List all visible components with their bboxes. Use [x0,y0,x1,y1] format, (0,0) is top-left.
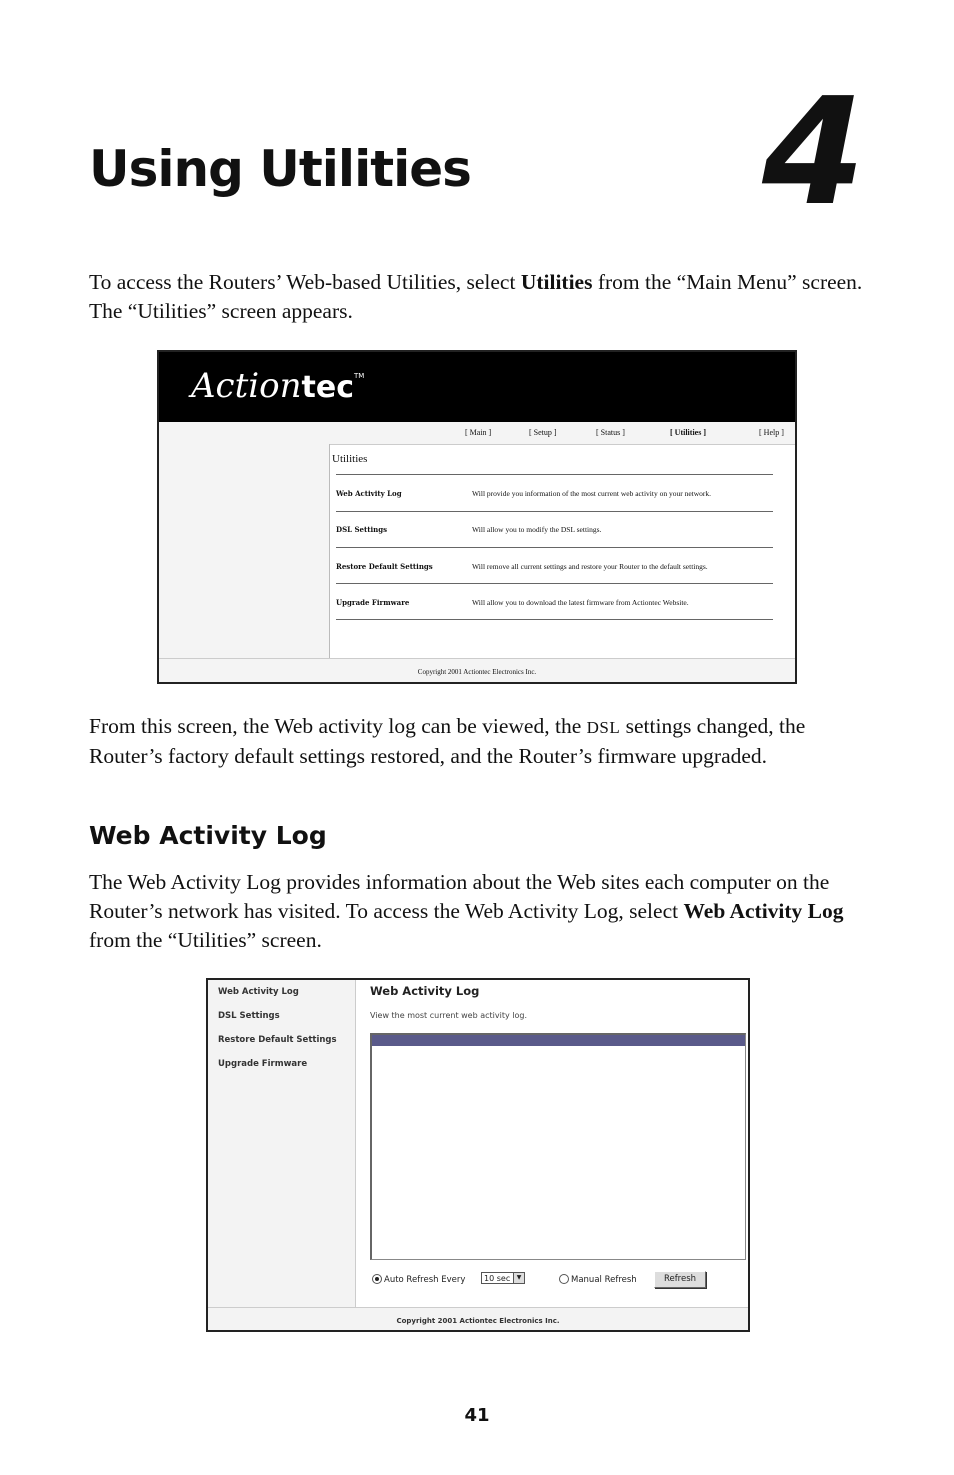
sidebar-item-dsl-settings[interactable]: DSL Settings [218,1011,280,1021]
page-subtitle: View the most current web activity log. [370,1011,527,1020]
row-dsl-settings[interactable]: DSL Settings [336,525,388,534]
intro-paragraph [89,268,869,326]
copyright: Copyright 2001 Actiontec Electronics Inc. [396,1317,560,1325]
desc-dsl: DSL [586,718,621,737]
intro-bold: Utilities [520,270,593,294]
auto-refresh-label: Auto Refresh Every [384,1275,466,1285]
section-text: The Web Activity Log provides information about the Web sites each computer on the Router’s network has visited. To access the Web Activity Log, select [89,870,830,923]
intro-text: To access the Routers’ Web-based Utilities, select [89,270,521,294]
utilities-screenshot [157,350,797,684]
interval-value: 10 sec [484,1274,511,1283]
section-bold: Web Activity Log [683,899,844,923]
banner [159,352,795,422]
section-paragraph [89,868,869,955]
nav-utilities[interactable]: [ Utilities ] [670,428,706,437]
nav-help[interactable]: [ Help ] [759,428,784,437]
desc-text: From this screen, the Web activity log can be viewed, the [89,714,587,738]
manual-refresh-label: Manual Refresh [571,1275,637,1285]
divider [336,547,773,548]
row-restore-default-settings[interactable]: Restore Default Settings [336,562,433,571]
chapter-number: 4 [762,66,865,238]
sidebar-item-web-activity-log[interactable]: Web Activity Log [218,987,299,997]
row-desc: Will allow you to download the latest firmware from Actiontec Website. [472,598,689,607]
row-desc: Will provide you information of the most current web activity on your network. [472,489,712,498]
actiontec-logo [191,366,364,406]
divider [336,583,773,584]
desc-text-end: settings changed, the Router’s factory default settings restored, and the Router’s firmware upgraded. [89,714,806,768]
utilities-heading: Utilities [332,453,368,465]
row-desc: Will remove all current settings and restore your Router to the default settings. [472,562,708,571]
sidebar-item-restore-default-settings[interactable]: Restore Default Settings [218,1035,337,1045]
activity-log-list[interactable] [370,1033,746,1260]
logo-script: Action [191,366,302,406]
chevron-down-icon: ▼ [513,1273,524,1283]
footer [208,1307,748,1331]
divider [336,511,773,512]
nav-setup[interactable]: [ Setup ] [529,428,557,437]
auto-refresh-radio[interactable] [372,1274,382,1284]
chapter-title: Using Utilities [89,140,471,198]
page-number: 41 [464,1405,490,1426]
logo-tm: TM [353,372,365,380]
refresh-button[interactable]: Refresh [654,1271,706,1288]
divider [336,619,773,620]
sidebar-item-upgrade-firmware[interactable]: Upgrade Firmware [218,1059,308,1069]
web-activity-log-screenshot [206,978,750,1332]
row-desc: Will allow you to modify the DSL settings. [472,525,602,534]
nav-bar [159,422,795,445]
description-paragraph [89,712,869,771]
copyright: Copyright 2001 Actiontec Electronics Inc. [417,668,537,676]
section-heading: Web Activity Log [89,821,327,850]
section-text-end: from the “Utilities” screen. [89,928,322,952]
row-upgrade-firmware[interactable]: Upgrade Firmware [336,598,410,607]
refresh-interval-select[interactable] [481,1272,525,1284]
left-column [159,444,330,658]
nav-main[interactable]: [ Main ] [465,428,492,437]
logo-tec: tec [301,370,354,405]
row-web-activity-log[interactable]: Web Activity Log [336,489,402,498]
page-title: Web Activity Log [370,984,480,998]
footer [159,658,795,683]
log-header-bar [372,1035,745,1046]
sidebar [208,980,356,1307]
nav-status[interactable]: [ Status ] [596,428,625,437]
manual-refresh-radio[interactable] [559,1274,569,1284]
intro-text-end: from the “Main Menu” screen. The “Utilities” screen appears. [89,270,863,323]
divider [336,474,773,475]
